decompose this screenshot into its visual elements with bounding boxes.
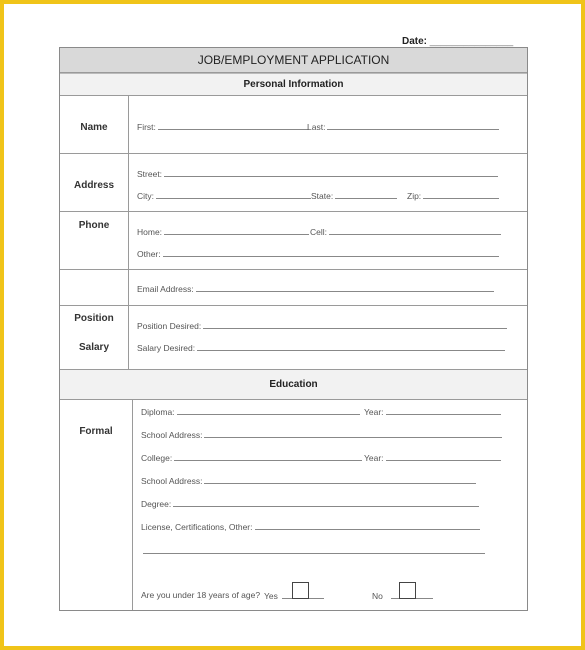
date-label: Date: [402, 36, 428, 47]
yes-checkbox[interactable] [292, 582, 309, 599]
first-name-field[interactable] [137, 121, 308, 132]
degree-line [173, 498, 479, 507]
city-field[interactable] [137, 190, 311, 201]
college-address-line [204, 475, 476, 484]
college-year-label: Year: [364, 453, 384, 463]
application-form [59, 47, 528, 611]
email-line [196, 283, 494, 292]
salary-desired-line [197, 342, 505, 351]
email-label: Email Address: [137, 284, 194, 294]
age-question-text: Are you under 18 years of age? [141, 590, 261, 600]
salary-desired-label: Salary Desired: [137, 343, 196, 353]
no-checkbox[interactable] [399, 582, 416, 599]
diploma-year-field[interactable] [364, 406, 501, 417]
zip-label: Zip: [407, 191, 422, 201]
yes-label: Yes [264, 591, 278, 601]
home-phone-label: Home: [137, 227, 163, 237]
home-phone-field[interactable] [137, 226, 309, 237]
divider [60, 72, 527, 73]
education-heading: Education [60, 370, 527, 399]
street-field[interactable] [137, 168, 498, 179]
divider [60, 95, 527, 96]
divider [60, 153, 527, 154]
phone-label: Phone [78, 220, 110, 231]
college-year-line [386, 452, 501, 461]
city-line [156, 190, 311, 199]
personal-info-heading: Personal Information [60, 73, 527, 96]
divider [60, 269, 527, 270]
email-field[interactable] [137, 283, 494, 294]
other-phone-label: Other: [137, 249, 161, 259]
diploma-field[interactable] [141, 406, 360, 417]
diploma-year-label: Year: [364, 407, 384, 417]
college-address-field[interactable] [141, 475, 476, 486]
state-line [335, 190, 397, 199]
cell-phone-field[interactable] [310, 226, 501, 237]
school-address-label: School Address: [141, 430, 203, 440]
other-phone-field[interactable] [137, 248, 499, 259]
first-name-label: First: [137, 122, 156, 132]
date-blank: _______________ [429, 36, 514, 47]
home-phone-line [164, 226, 309, 235]
street-label: Street: [137, 169, 163, 179]
license-line [255, 521, 480, 530]
college-year-field[interactable] [364, 452, 501, 463]
address-label: Address [73, 180, 114, 191]
degree-label: Degree: [141, 499, 172, 509]
position-label: Position [74, 313, 114, 324]
school-address-line [204, 429, 502, 438]
position-desired-label: Position Desired: [137, 321, 202, 331]
zip-field[interactable] [407, 190, 499, 201]
college-field[interactable] [141, 452, 362, 463]
state-field[interactable] [311, 190, 397, 201]
license-extra-line-field[interactable] [141, 545, 485, 556]
column-divider [128, 95, 129, 369]
last-name-label: Last: [307, 122, 326, 132]
other-phone-line [163, 248, 499, 257]
last-name-field[interactable] [307, 121, 499, 132]
divider [60, 305, 527, 306]
column-divider [132, 399, 133, 610]
street-line [164, 168, 498, 177]
no-label: No [372, 591, 383, 601]
first-name-line [158, 121, 308, 130]
position-desired-field[interactable] [137, 320, 507, 331]
college-label: College: [141, 453, 173, 463]
zip-line [423, 190, 499, 199]
last-name-line [327, 121, 499, 130]
salary-label: Salary [78, 342, 110, 353]
cell-phone-label: Cell: [310, 227, 328, 237]
name-label: Name [80, 122, 108, 133]
application-page [4, 4, 581, 646]
license-extra-line [143, 545, 485, 554]
license-field[interactable] [141, 521, 480, 532]
state-label: State: [311, 191, 334, 201]
diploma-label: Diploma: [141, 407, 175, 417]
divider [60, 211, 527, 212]
date-field[interactable] [402, 36, 513, 47]
salary-desired-field[interactable] [137, 342, 505, 353]
position-desired-line [203, 320, 507, 329]
college-address-label: School Address: [141, 476, 203, 486]
school-address-field[interactable] [141, 429, 502, 440]
divider [60, 399, 527, 400]
cell-phone-line [329, 226, 501, 235]
diploma-line [177, 406, 360, 415]
degree-field[interactable] [141, 498, 479, 509]
college-line [174, 452, 362, 461]
formal-label: Formal [79, 426, 113, 437]
age-question [141, 590, 260, 600]
form-title: JOB/EMPLOYMENT APPLICATION [60, 48, 527, 72]
diploma-year-line [386, 406, 501, 415]
city-label: City: [137, 191, 154, 201]
license-label: License, Certifications, Other: [141, 522, 253, 532]
